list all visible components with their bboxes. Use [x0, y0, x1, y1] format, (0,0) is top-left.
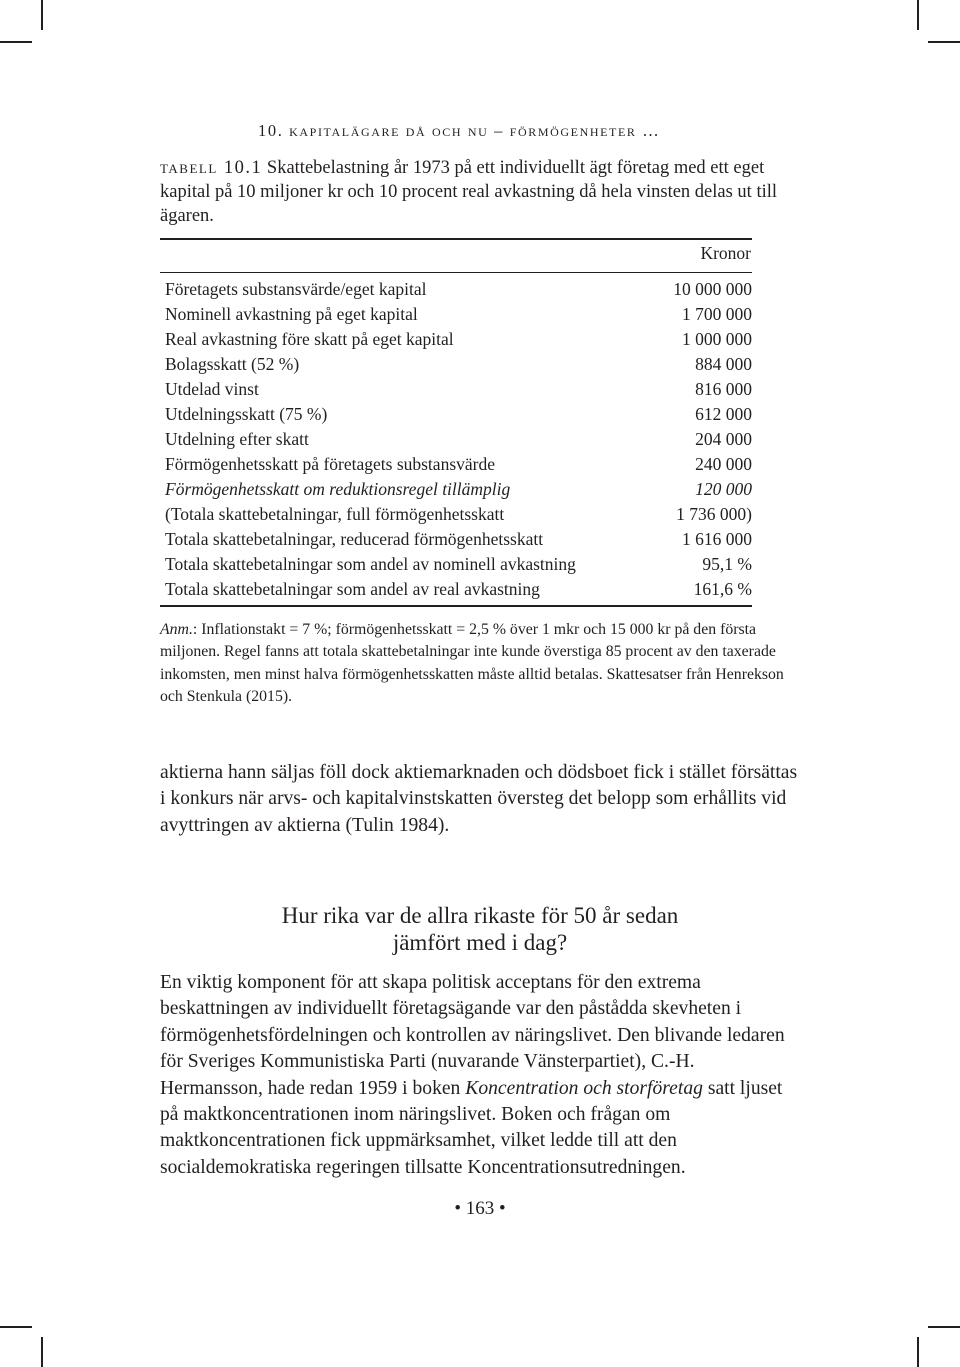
row-value: 120 000 — [695, 479, 752, 499]
book-title: Koncentration och storföretag — [465, 1077, 703, 1099]
tax-table — [165, 277, 752, 602]
crop-mark-bottom-right — [928, 1326, 960, 1328]
table-bottom-rule — [160, 605, 752, 607]
crop-mark-top-right — [928, 41, 960, 43]
table-row — [165, 352, 752, 377]
row-label: Utdelning efter skatt — [165, 429, 309, 449]
crop-mark-top-left-vertical — [41, 0, 43, 30]
table-row — [165, 502, 752, 527]
table-row — [165, 277, 752, 302]
running-head: 10. kapitalägare då och nu – förmögenheter … — [258, 121, 661, 140]
row-label: Förmögenhetsskatt på företagets substansvärde — [165, 454, 495, 474]
body-paragraph-1 — [160, 760, 800, 839]
paragraph-part-2: satt ljuset på maktkoncentrationen inom näringslivet. Boken och frågan om maktkoncentrationen fick uppmärksamhet, vilket ledde till att den socialdemokratiska regeringen tillsatte Koncentrationsutredningen. — [160, 1077, 783, 1178]
row-label: Real avkastning före skatt på eget kapital — [165, 329, 454, 349]
crop-mark-bottom-right-vertical — [917, 1337, 919, 1367]
section-heading-line-2: jämfört med i dag? — [392, 930, 568, 955]
row-value: 1 616 000 — [682, 529, 752, 549]
crop-mark-bottom-left-vertical — [41, 1337, 43, 1367]
table-row — [165, 527, 752, 552]
row-value: 10 000 000 — [673, 279, 752, 299]
row-label: Utdelad vinst — [165, 379, 259, 399]
table-header-rule — [160, 272, 752, 273]
row-label: Bolagsskatt (52 %) — [165, 354, 300, 374]
paragraph-text — [160, 970, 800, 1181]
table-caption-label: tabell 10.1 — [160, 158, 263, 178]
table-row — [165, 302, 752, 327]
page-number: • 163 • — [454, 1198, 506, 1219]
section-heading-line-1: Hur rika var de allra rikaste för 50 år sedan — [281, 903, 679, 928]
table-row-italic — [165, 477, 752, 502]
row-value: 204 000 — [695, 429, 752, 449]
row-label: Totala skattebetalningar, reducerad förmögenhetsskatt — [165, 529, 544, 549]
table-row — [165, 427, 752, 452]
table-row — [165, 552, 752, 577]
crop-mark-bottom-left — [0, 1326, 32, 1328]
row-label: Förmögenhetsskatt om reduktionsregel tillämplig — [165, 479, 511, 499]
table-row — [165, 377, 752, 402]
row-label: Nominell avkastning på eget kapital — [165, 304, 418, 324]
section-heading — [160, 902, 800, 956]
row-value: 1 736 000) — [676, 504, 752, 524]
row-value: 1 000 000 — [682, 329, 752, 349]
paragraph-part-1: En viktig komponent för att skapa politisk acceptans för den extrema beskattningen av individuellt företagsägande var den påstådda skevheten i förmögenhetsfördelningen och kontrollen av näringslivet. Den blivande ledaren för Sveriges Kommunistiska Parti (nuvarande Vänsterpartiet), C.-H. Hermansson, hade redan 1959 i boken — [160, 972, 785, 1099]
row-label: Utdelningsskatt (75 %) — [165, 404, 328, 424]
note-text: : Inflationstakt = 7 %; förmögenhetsskatt = 2,5 % över 1 mkr och 15 000 kr på den första miljonen. Regel fanns att totala skattebetalningar inte kunde överstiga 85 procent av den taxerade inkomsten, men minst halva förmögenhetsskatten måste alltid betalas. Skattesatser från Henrekson och Stenkula (2015). — [160, 621, 784, 706]
table-note — [160, 619, 800, 709]
row-label: Företagets substansvärde/eget kapital — [165, 279, 427, 299]
row-value: 95,1 % — [702, 554, 752, 574]
body-paragraph-2 — [160, 970, 800, 1181]
table-row — [165, 402, 752, 427]
table-column-header: Kronor — [700, 243, 751, 263]
row-label: Totala skattebetalningar som andel av real avkastning — [165, 579, 540, 599]
row-label: (Totala skattebetalningar, full förmögenhetsskatt — [165, 504, 505, 524]
table-caption — [160, 156, 800, 228]
paragraph-text: aktierna hann säljas föll dock aktiemarknaden och dödsboet fick i stället försättas i konkurs när arvs- och kapitalvinstskatten översteg det belopp som erhållits vid avyttringen av aktierna (Tulin 1984). — [160, 762, 798, 836]
table-top-rule — [160, 238, 752, 240]
table-row — [165, 452, 752, 477]
row-value: 240 000 — [695, 454, 752, 474]
row-value: 816 000 — [695, 379, 752, 399]
row-label: Totala skattebetalningar som andel av nominell avkastning — [165, 554, 576, 574]
note-label: Anm. — [160, 621, 193, 638]
table-row — [165, 327, 752, 352]
row-value: 161,6 % — [693, 579, 752, 599]
row-value: 884 000 — [695, 354, 752, 374]
crop-mark-top-left — [0, 41, 32, 43]
crop-mark-top-right-vertical — [917, 0, 919, 30]
row-value: 1 700 000 — [682, 304, 752, 324]
table-row — [165, 577, 752, 602]
row-value: 612 000 — [695, 404, 752, 424]
table-caption-text: Skattebelastning år 1973 på ett individuellt ägt företag med ett eget kapital på 10 miljoner kr och 10 procent real avkastning då hela vinsten delas ut till ägaren. — [160, 158, 778, 226]
